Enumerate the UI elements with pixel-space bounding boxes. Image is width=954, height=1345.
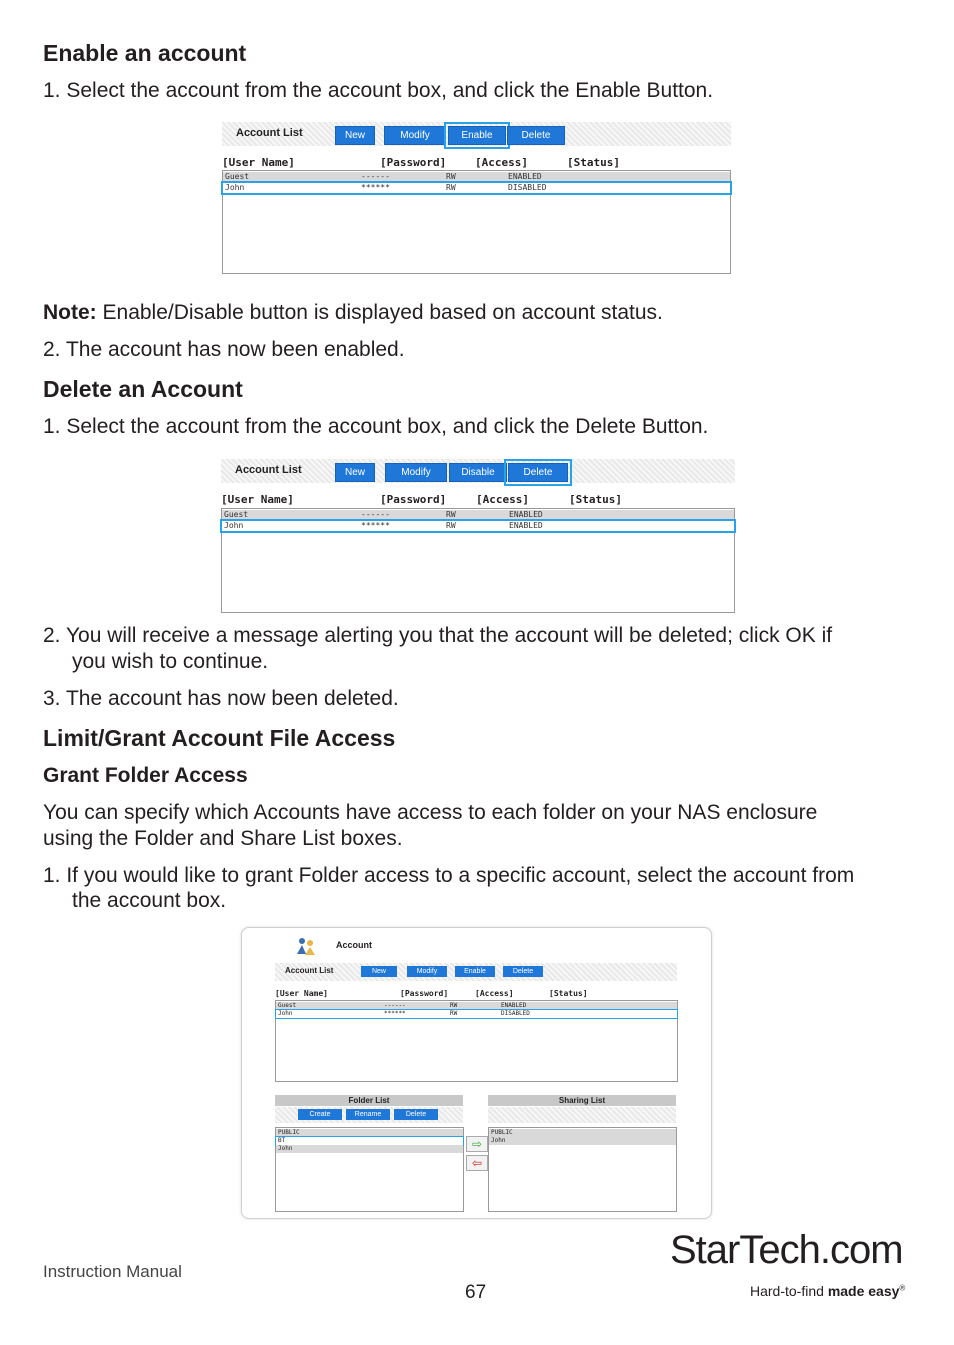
col-user-name: [User Name] — [221, 493, 294, 506]
col-user-name: [User Name] — [275, 989, 328, 998]
heading-delete-account: Delete an Account — [43, 376, 243, 402]
account-list-panel-enable — [222, 122, 731, 274]
enable-step-1: 1. Select the account from the account box, and click the Enable Button. — [43, 79, 714, 102]
account-list-toolbar — [275, 963, 677, 981]
enable-button[interactable]: Enable — [455, 966, 495, 977]
grant-para-line1: You can specify which Accounts have access to each folder on your NAS enclosure — [43, 801, 818, 824]
table-row[interactable] — [222, 510, 734, 520]
new-button[interactable]: New — [361, 966, 397, 977]
cell-access: RW — [450, 1010, 458, 1017]
cell-password: ------ — [361, 510, 390, 519]
list-item[interactable]: John — [489, 1137, 676, 1145]
account-listbox[interactable] — [275, 1000, 678, 1082]
delete-step-2-line1: 2. You will receive a message alerting you that the account will be deleted; click OK if — [43, 624, 833, 647]
col-status: [Status] — [569, 493, 622, 506]
table-row[interactable] — [223, 172, 730, 182]
delete-button[interactable]: Delete — [503, 966, 543, 977]
enable-button[interactable]: Enable — [448, 126, 506, 145]
account-list-panel-delete — [221, 459, 735, 613]
table-row-selected[interactable] — [223, 183, 730, 193]
cell-user: Guest — [278, 1002, 297, 1009]
subheading-grant-folder: Grant Folder Access — [43, 764, 248, 787]
delete-step-2-line2: you wish to continue. — [72, 650, 269, 673]
cell-access: RW — [446, 183, 456, 192]
table-row-selected[interactable] — [276, 1010, 677, 1018]
account-list-title: Account List — [285, 966, 334, 975]
cell-user: John — [278, 1010, 293, 1017]
cell-status: DISABLED — [508, 183, 547, 192]
cell-user: Guest — [225, 172, 250, 181]
rename-button[interactable]: Rename — [346, 1109, 390, 1120]
account-users-icon — [294, 936, 318, 956]
folder-listbox[interactable] — [275, 1127, 464, 1212]
account-title: Account — [336, 940, 372, 950]
tagline — [750, 1283, 905, 1299]
account-list-title: Account List — [236, 127, 303, 139]
page-number: 67 — [465, 1282, 487, 1303]
col-access: [Access] — [475, 989, 514, 998]
table-row[interactable] — [276, 1002, 677, 1010]
account-list-toolbar — [221, 459, 735, 483]
col-user-name: [User Name] — [222, 156, 295, 169]
heading-limit-grant: Limit/Grant Account File Access — [43, 725, 396, 751]
col-password: [Password] — [400, 989, 449, 998]
note-text: Enable/Disable button is displayed based on account status. — [96, 301, 663, 324]
col-access: [Access] — [475, 156, 528, 169]
cell-status: ENABLED — [508, 172, 542, 181]
heading-enable-account: Enable an account — [43, 40, 247, 66]
col-password: [Password] — [380, 156, 447, 169]
cell-access: RW — [446, 510, 456, 519]
remove-share-arrow-icon[interactable]: ⇦ — [466, 1155, 488, 1171]
list-item-selected[interactable]: BT — [276, 1137, 463, 1145]
cell-password: ------ — [384, 1002, 406, 1009]
cell-access: RW — [446, 521, 456, 530]
cell-status: ENABLED — [501, 1002, 527, 1009]
create-button[interactable]: Create — [298, 1109, 342, 1120]
new-button[interactable]: New — [335, 463, 375, 482]
list-item[interactable]: PUBLIC — [276, 1129, 463, 1137]
new-button[interactable]: New — [335, 126, 375, 145]
grant-step-1-line2: the account box. — [72, 889, 227, 912]
account-list-title: Account List — [235, 464, 302, 476]
modify-button[interactable]: Modify — [385, 463, 447, 482]
tagline-b: made easy — [827, 1283, 900, 1299]
folder-toolbar — [275, 1107, 463, 1123]
cell-status: DISABLED — [501, 1010, 530, 1017]
delete-step-1: 1. Select the account from the account box, and click the Delete Button. — [43, 415, 709, 438]
delete-folder-button[interactable]: Delete — [394, 1109, 438, 1120]
table-row-selected[interactable] — [222, 521, 734, 531]
enable-step-2: 2. The account has now been enabled. — [43, 338, 405, 361]
list-item[interactable]: PUBLIC — [489, 1129, 676, 1137]
list-item[interactable]: John — [276, 1145, 463, 1153]
account-listbox[interactable] — [221, 508, 735, 613]
note — [43, 300, 663, 326]
sharing-listbox[interactable] — [488, 1127, 677, 1212]
col-status: [Status] — [549, 989, 588, 998]
col-status: [Status] — [567, 156, 620, 169]
delete-step-3: 3. The account has now been deleted. — [43, 687, 399, 710]
col-access: [Access] — [476, 493, 529, 506]
cell-access: RW — [446, 172, 456, 181]
disable-button[interactable]: Disable — [449, 463, 507, 482]
cell-status: ENABLED — [509, 521, 543, 530]
account-list-toolbar — [222, 122, 731, 146]
delete-button[interactable]: Delete — [508, 463, 568, 482]
cell-password: ------ — [361, 172, 390, 181]
registered-mark: ® — [899, 1283, 906, 1293]
cell-access: RW — [450, 1002, 458, 1009]
cell-user: John — [225, 183, 245, 192]
cell-password: ****** — [361, 183, 390, 192]
modify-button[interactable]: Modify — [407, 966, 447, 977]
cell-user: John — [224, 521, 244, 530]
account-screen-frame — [241, 927, 712, 1219]
col-password: [Password] — [380, 493, 447, 506]
add-share-arrow-icon[interactable]: ⇨ — [466, 1136, 488, 1152]
grant-step-1-line1: 1. If you would like to grant Folder access to a specific account, select the account from — [43, 864, 855, 887]
cell-user: Guest — [224, 510, 249, 519]
account-listbox[interactable] — [222, 170, 731, 274]
sharing-toolbar — [488, 1107, 676, 1123]
delete-button[interactable]: Delete — [507, 126, 565, 145]
note-label: Note: — [43, 301, 97, 324]
grant-para-line2: using the Folder and Share List boxes. — [43, 827, 403, 850]
footer-manual: Instruction Manual — [43, 1262, 182, 1281]
cell-password: ****** — [384, 1010, 406, 1017]
folder-list-title: Folder List — [275, 1095, 463, 1106]
startech-logo: StarTech.com — [670, 1228, 903, 1272]
tagline-a: Hard-to-find — [750, 1283, 828, 1299]
sharing-list-title: Sharing List — [488, 1095, 676, 1106]
cell-status: ENABLED — [509, 510, 543, 519]
cell-password: ****** — [361, 521, 390, 530]
modify-button[interactable]: Modify — [384, 126, 446, 145]
